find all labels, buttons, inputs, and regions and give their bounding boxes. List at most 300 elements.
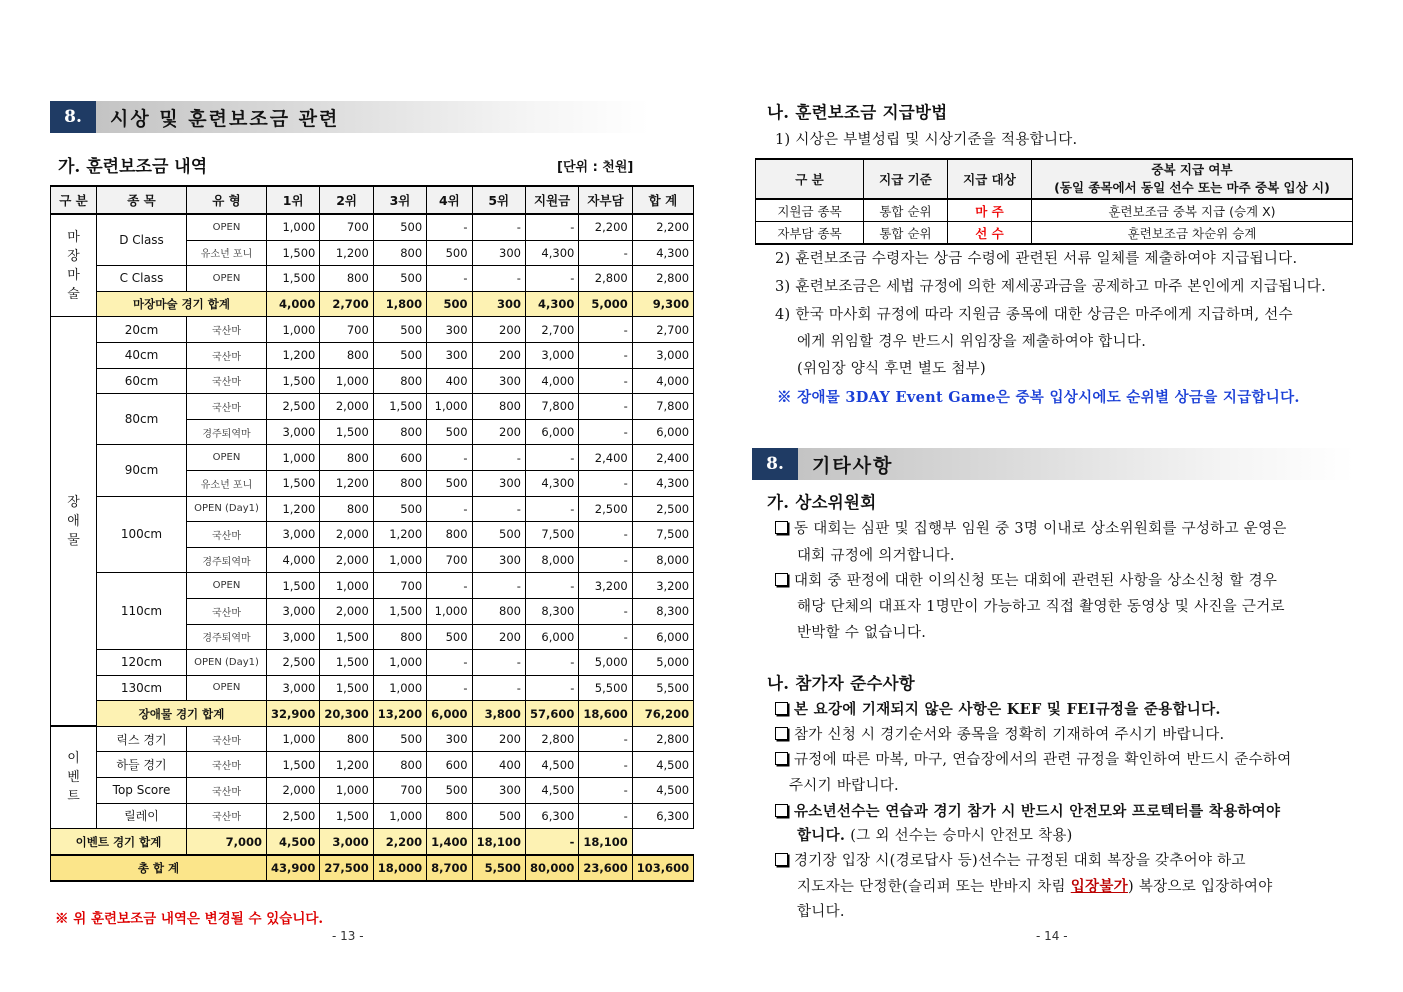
bullet-text: 경기장 입장 시(경로답사 등)선수는 규정된 대회 복장을 갖추어야 하고 (794, 853, 1246, 869)
table-cell: 1,000 (267, 445, 320, 471)
bullet-text: 대회 중 판정에 대한 이의신청 또는 대회에 관련된 사항을 상소신청 할 경우 (794, 573, 1278, 589)
table-cell: 국산마 (187, 803, 267, 829)
table-cell: 27,500 (320, 855, 373, 882)
table-cell: 국산마 (187, 317, 267, 343)
table-cell: 5,500 (579, 675, 632, 701)
table-cell: - (579, 522, 632, 548)
table-cell: 500 (427, 470, 472, 496)
header-cell: 1위 (267, 186, 320, 214)
section-title: 기타사항 (812, 454, 894, 477)
table-cell: 국산마 (187, 368, 267, 394)
table-cell: - (472, 496, 525, 522)
table-row (51, 752, 694, 778)
table-cell: 2,800 (579, 266, 632, 292)
header-cell (1032, 159, 1353, 199)
table-cell: 9,300 (632, 291, 693, 317)
table-cell: 1,500 (320, 650, 373, 676)
table-cell: 국산마 (187, 752, 267, 778)
table-cell: 4,300 (525, 291, 578, 317)
payment-row (756, 199, 1353, 222)
table-header-row (51, 186, 694, 214)
group-label: 장 애 물 (51, 317, 97, 727)
table-row (51, 726, 694, 752)
table-cell: 2,500 (579, 496, 632, 522)
checkbox-bullet-icon (775, 853, 788, 866)
table-cell: - (427, 496, 472, 522)
table-cell: 1,000 (320, 573, 373, 599)
table-cell: 1,500 (267, 368, 320, 394)
heading-participant-rules: 나. 참가자 준수사항 (767, 674, 916, 693)
table-cell: - (579, 778, 632, 804)
table-cell: - (472, 650, 525, 676)
table-cell: 700 (373, 573, 426, 599)
heading-appeal-committee: 가. 상소위원회 (767, 493, 877, 512)
payment-header-row (756, 159, 1353, 199)
table-cell: 경주퇴역마 (187, 419, 267, 445)
table-cell: 이벤트 경기 합계 (51, 829, 187, 855)
table-cell: 6,000 (632, 624, 693, 650)
table-cell: - (579, 342, 632, 368)
cell: 통합 순위 (864, 199, 948, 222)
table-cell: 1,000 (267, 317, 320, 343)
table-cell: 4,500 (632, 778, 693, 804)
table-cell: 3,200 (632, 573, 693, 599)
table-cell: 1,000 (373, 675, 426, 701)
table-cell: 18,100 (472, 829, 525, 855)
table-row (51, 342, 694, 368)
table-cell: 1,000 (267, 726, 320, 752)
table-cell: 76,200 (632, 701, 693, 727)
table-cell: - (472, 445, 525, 471)
table-cell: 2,500 (267, 394, 320, 420)
table-cell: OPEN (Day1) (187, 496, 267, 522)
table-cell: 2,000 (320, 598, 373, 624)
table-cell: 4,300 (525, 240, 578, 266)
table-cell: 국산마 (187, 726, 267, 752)
table-cell: 20cm (97, 317, 187, 343)
table-cell: 300 (427, 726, 472, 752)
table-cell: 500 (373, 726, 426, 752)
table-cell: 유소년 포니 (187, 240, 267, 266)
page-number-left: - 13 - (332, 929, 364, 943)
table-cell: - (579, 240, 632, 266)
table-row (51, 573, 694, 599)
table-cell: 800 (427, 522, 472, 548)
table-cell: 1,200 (320, 470, 373, 496)
table-cell: 3,000 (267, 419, 320, 445)
table-cell: 800 (373, 470, 426, 496)
table-cell: 800 (373, 752, 426, 778)
cell: 훈련보조금 중복 지급 (승계 X) (1032, 199, 1353, 222)
table-cell: 2,400 (579, 445, 632, 471)
table-cell: 800 (472, 598, 525, 624)
table-cell: 3,000 (320, 829, 373, 855)
subtotal-row (51, 829, 694, 855)
bullet-text: 동 대회는 심판 및 집행부 임원 중 3명 이내로 상소위원회를 구성하고 운영은 (794, 521, 1287, 537)
table-cell: 800 (472, 394, 525, 420)
table-cell: 8,300 (632, 598, 693, 624)
table-cell: 2,700 (525, 317, 578, 343)
table-cell: - (472, 573, 525, 599)
table-cell: OPEN (Day1) (187, 650, 267, 676)
table-cell: 하들 경기 (97, 752, 187, 778)
underlined-text: 입장불가 (1070, 878, 1128, 895)
table-cell: 릴레이 (97, 803, 187, 829)
table-cell: 500 (373, 342, 426, 368)
table-cell: 5,000 (579, 650, 632, 676)
table-cell: 80cm (97, 394, 187, 445)
table-cell: OPEN (187, 214, 267, 240)
table-cell: 500 (427, 291, 472, 317)
table-cell: 100cm (97, 496, 187, 573)
table-cell: 2,000 (320, 394, 373, 420)
payment-line-4b: 에게 위임할 경우 반드시 위임장을 제출하여야 합니다. (797, 334, 1147, 350)
table-cell: 4,000 (267, 547, 320, 573)
unit-label: [단위 : 천원] (557, 160, 634, 175)
heading-payment-method: 나. 훈련보조금 지급방법 (767, 103, 948, 122)
table-cell: 1,800 (373, 291, 426, 317)
payment-line-4c: (위임장 양식 후면 별도 첨부) (797, 361, 986, 377)
payment-line-2: 2) 훈련보조금 수령자는 상금 수령에 관련된 서류 일체를 제출하여야 지급됩니다. (775, 251, 1298, 267)
bullet-text: 참가 신청 시 경기순서와 종목을 정확히 기재하여 주시기 바랍니다. (794, 727, 1225, 743)
table-cell: 1,000 (373, 650, 426, 676)
table-cell: 4,300 (632, 240, 693, 266)
bullet-text: 규정에 따른 마복, 마구, 연습장에서의 관련 규정을 확인하여 반드시 준수하여 (794, 752, 1292, 768)
table-cell: OPEN (187, 266, 267, 292)
table-cell: 700 (373, 778, 426, 804)
table-cell: 2,000 (267, 778, 320, 804)
table-cell: 1,200 (267, 496, 320, 522)
payment-line-4a: 4) 한국 마사회 규정에 따라 지원금 종목에 대한 상금은 마주에게 지급하며, 선수 (775, 307, 1293, 323)
payment-line-3: 3) 훈련보조금은 세법 규정에 의한 제세공과금을 공제하고 마주 본인에게 지급됩니다. (775, 279, 1327, 295)
table-cell: - (579, 317, 632, 343)
table-cell: 1,000 (267, 214, 320, 240)
table-cell: 57,600 (525, 701, 578, 727)
table-cell: - (579, 394, 632, 420)
table-cell: D Class (97, 214, 187, 266)
table-cell: - (579, 752, 632, 778)
table-cell: 18,100 (579, 829, 632, 855)
table-cell: - (579, 470, 632, 496)
table-row (51, 675, 694, 701)
table-cell: 1,000 (320, 368, 373, 394)
table-cell: 200 (472, 317, 525, 343)
subtotal-row (51, 701, 694, 727)
table-cell: 6,000 (525, 624, 578, 650)
table-cell: 400 (427, 368, 472, 394)
table-cell: - (579, 726, 632, 752)
table-cell: 1,000 (427, 598, 472, 624)
cell: 선 수 (948, 222, 1032, 245)
table-cell: 2,500 (267, 650, 320, 676)
table-cell: 2,000 (320, 522, 373, 548)
group-label: 이 벤 트 (51, 726, 97, 828)
table-cell: 700 (320, 214, 373, 240)
table-cell: 2,200 (579, 214, 632, 240)
table-cell: 1,500 (267, 240, 320, 266)
bullet-text: 유소년선수는 연습과 경기 참가 시 반드시 안전모와 프로텍터를 착용하여야 (794, 803, 1281, 820)
table-cell: 500 (373, 214, 426, 240)
header-cell: 구 분 (756, 159, 864, 199)
table-cell: 1,500 (267, 573, 320, 599)
table-cell: 4,500 (525, 752, 578, 778)
payment-line-1: 1) 시상은 부별성립 및 시상기준을 적용합니다. (775, 132, 1078, 148)
table-cell: 4,500 (525, 778, 578, 804)
table-cell: 4,000 (267, 291, 320, 317)
table-cell: 국산마 (187, 522, 267, 548)
table-cell: 1,500 (320, 624, 373, 650)
table-cell: 6,300 (525, 803, 578, 829)
table-cell: 300 (472, 470, 525, 496)
table-cell: 2,700 (632, 317, 693, 343)
table-cell: 1,500 (267, 470, 320, 496)
table-cell: OPEN (187, 573, 267, 599)
table-cell: 700 (320, 317, 373, 343)
table-cell: 1,500 (320, 803, 373, 829)
table-cell: 마장마술 경기 합계 (97, 291, 267, 317)
table-cell: 500 (472, 522, 525, 548)
group-label: 마 장 마 술 (51, 214, 97, 317)
table-cell: OPEN (187, 445, 267, 471)
table-cell: 4,500 (267, 829, 320, 855)
table-cell: 3,800 (472, 701, 525, 727)
header-cell: 합 계 (632, 186, 693, 214)
table-cell: 110cm (97, 573, 187, 650)
table-cell: - (472, 214, 525, 240)
table-cell: 유소년 포니 (187, 470, 267, 496)
table-cell: - (427, 573, 472, 599)
table-cell: 20,300 (320, 701, 373, 727)
checkbox-bullet-icon (775, 573, 788, 586)
cell: 자부담 종목 (756, 222, 864, 245)
bullet-item (775, 748, 1292, 769)
table-cell: 2,800 (632, 266, 693, 292)
table-cell: 300 (427, 317, 472, 343)
bullet-item (775, 517, 1287, 538)
table-cell: 200 (472, 624, 525, 650)
table-cell: 6,000 (525, 419, 578, 445)
table-cell: 장애물 경기 합계 (97, 701, 267, 727)
checkbox-bullet-icon (775, 521, 788, 534)
section-title: 시상 및 훈련보조금 관련 (110, 107, 340, 130)
header-cell: 2위 (320, 186, 373, 214)
header-cell: 자부담 (579, 186, 632, 214)
table-cell: 4,000 (525, 368, 578, 394)
table-cell: 7,000 (187, 829, 267, 855)
table-cell: - (579, 598, 632, 624)
table-cell: 13,200 (373, 701, 426, 727)
table-cell: 60cm (97, 368, 187, 394)
table-cell: 1,000 (320, 778, 373, 804)
table-cell: 300 (427, 342, 472, 368)
section-number: 8. (752, 448, 798, 480)
table-cell: 1,500 (320, 419, 373, 445)
table-cell: - (579, 803, 632, 829)
table-cell: 8,300 (525, 598, 578, 624)
checkbox-bullet-icon (775, 752, 788, 765)
bullet-text-cont (797, 824, 1073, 845)
table-row (51, 778, 694, 804)
notice-3day: ※ 장애물 3DAY Event Game은 중복 입상시에도 순위별 상금을 지급합니다. (777, 389, 1300, 406)
table-cell: - (525, 675, 578, 701)
bullet-text-cont: 합니다. (797, 904, 845, 920)
table-cell: 120cm (97, 650, 187, 676)
table-cell: - (525, 650, 578, 676)
table-cell: 6,300 (632, 803, 693, 829)
table-row (51, 368, 694, 394)
bullet-item (775, 800, 1280, 821)
table-cell: - (579, 368, 632, 394)
table-cell: 1,500 (373, 394, 426, 420)
table-cell: 90cm (97, 445, 187, 496)
cell: 마 주 (948, 199, 1032, 222)
table-cell: 200 (472, 726, 525, 752)
page-number-right: - 14 - (1036, 929, 1068, 943)
table-row (51, 394, 694, 420)
table-cell: 800 (320, 445, 373, 471)
cell: 통합 순위 (864, 222, 948, 245)
table-cell: 5,500 (632, 675, 693, 701)
table-cell: 23,600 (579, 855, 632, 882)
table-cell: 6,000 (427, 701, 472, 727)
table-row (51, 266, 694, 292)
table-cell: - (525, 573, 578, 599)
table-cell: 1,500 (267, 752, 320, 778)
table-row (51, 650, 694, 676)
table-note: ※ 위 훈련보조금 내역은 변경될 수 있습니다. (55, 911, 324, 927)
table-cell: - (427, 214, 472, 240)
table-cell: 국산마 (187, 598, 267, 624)
table-cell: 1,500 (267, 266, 320, 292)
table-cell: 200 (472, 342, 525, 368)
table-cell: 800 (320, 496, 373, 522)
table-cell: 40cm (97, 342, 187, 368)
table-cell: - (525, 496, 578, 522)
table-cell: 2,800 (632, 726, 693, 752)
bullet-text-cont (797, 875, 1273, 896)
table-cell: 32,900 (267, 701, 320, 727)
header-cell: 유 형 (187, 186, 267, 214)
table-cell: 7,800 (525, 394, 578, 420)
table-cell: 600 (373, 445, 426, 471)
table-cell: 700 (427, 547, 472, 573)
table-cell: 1,200 (320, 752, 373, 778)
table-cell: 5,000 (579, 291, 632, 317)
table-cell: 2,200 (632, 214, 693, 240)
table-cell: 4,300 (525, 470, 578, 496)
table-cell: 1,200 (373, 522, 426, 548)
table-cell: C Class (97, 266, 187, 292)
grand-total-row (51, 855, 694, 882)
payment-table (755, 158, 1353, 245)
subsection-title: 가. 훈련보조금 내역 (58, 157, 208, 177)
table-cell: 3,000 (267, 675, 320, 701)
table-cell: 3,000 (267, 522, 320, 548)
header-cell: 종 목 (97, 186, 187, 214)
table-cell: 800 (320, 342, 373, 368)
table-cell: 국산마 (187, 778, 267, 804)
plain-text: ) 복장으로 입장하여야 (1127, 879, 1273, 895)
checkbox-bullet-icon (775, 702, 788, 715)
table-cell: 4,000 (632, 368, 693, 394)
table-row (51, 445, 694, 471)
table-cell: 경주퇴역마 (187, 547, 267, 573)
header-dup-note: (동일 종목에서 동일 선수 또는 마주 중복 입상 시) (1054, 180, 1330, 195)
table-cell: 1,500 (320, 675, 373, 701)
table-cell: 2,700 (320, 291, 373, 317)
table-cell: 500 (427, 624, 472, 650)
table-cell: - (579, 624, 632, 650)
table-cell: 103,600 (632, 855, 693, 882)
bold-text: 합니다. (797, 827, 846, 844)
table-cell: 1,000 (427, 394, 472, 420)
table-cell: 2,800 (525, 726, 578, 752)
header-cell: 4위 (427, 186, 472, 214)
table-cell: 경주퇴역마 (187, 624, 267, 650)
table-cell: 43,900 (267, 855, 320, 882)
table-cell: 400 (472, 752, 525, 778)
table-row (51, 803, 694, 829)
table-cell: 500 (373, 317, 426, 343)
table-cell: 200 (472, 419, 525, 445)
table-cell: 500 (373, 496, 426, 522)
table-cell: 18,000 (373, 855, 426, 882)
cell: 훈련보조금 차순위 승계 (1032, 222, 1353, 245)
table-cell: 7,800 (632, 394, 693, 420)
table-cell: 300 (472, 368, 525, 394)
table-cell: 6,000 (632, 419, 693, 445)
table-cell: 300 (472, 240, 525, 266)
table-cell: 500 (472, 803, 525, 829)
bullet-text-cont: 반박할 수 없습니다. (797, 625, 927, 641)
table-cell: 300 (472, 291, 525, 317)
section-number: 8. (50, 101, 96, 133)
cell: 지원금 종목 (756, 199, 864, 222)
table-cell: 7,500 (525, 522, 578, 548)
table-cell: 1,200 (320, 240, 373, 266)
table-cell: - (472, 675, 525, 701)
table-cell: - (525, 445, 578, 471)
table-row (51, 317, 694, 343)
table-cell: - (525, 266, 578, 292)
header-cell: 구 분 (51, 186, 97, 214)
table-cell: 800 (320, 726, 373, 752)
table-cell: - (525, 829, 578, 855)
table-cell: - (427, 675, 472, 701)
table-cell: 1,000 (373, 547, 426, 573)
bullet-text-cont: 주시기 바랍니다. (789, 778, 899, 794)
table-cell: 8,700 (427, 855, 472, 882)
table-cell: - (579, 547, 632, 573)
table-cell: 3,200 (579, 573, 632, 599)
table-cell: 80,000 (525, 855, 578, 882)
checkbox-bullet-icon (775, 804, 788, 817)
header-cell: 5위 (472, 186, 525, 214)
table-cell: 8,000 (632, 547, 693, 573)
table-cell: 국산마 (187, 394, 267, 420)
table-cell: 500 (427, 419, 472, 445)
section-header-misc (752, 448, 1354, 480)
table-cell: 2,500 (632, 496, 693, 522)
table-cell: 5,000 (632, 650, 693, 676)
table-cell: 국산마 (187, 342, 267, 368)
table-cell: 2,500 (267, 803, 320, 829)
table-cell: 총 합 계 (51, 855, 267, 882)
header-dup-label: 중복 지급 여부 (1151, 162, 1233, 177)
bullet-item (775, 849, 1246, 870)
table-cell: 1,400 (427, 829, 472, 855)
table-cell: 2,400 (632, 445, 693, 471)
